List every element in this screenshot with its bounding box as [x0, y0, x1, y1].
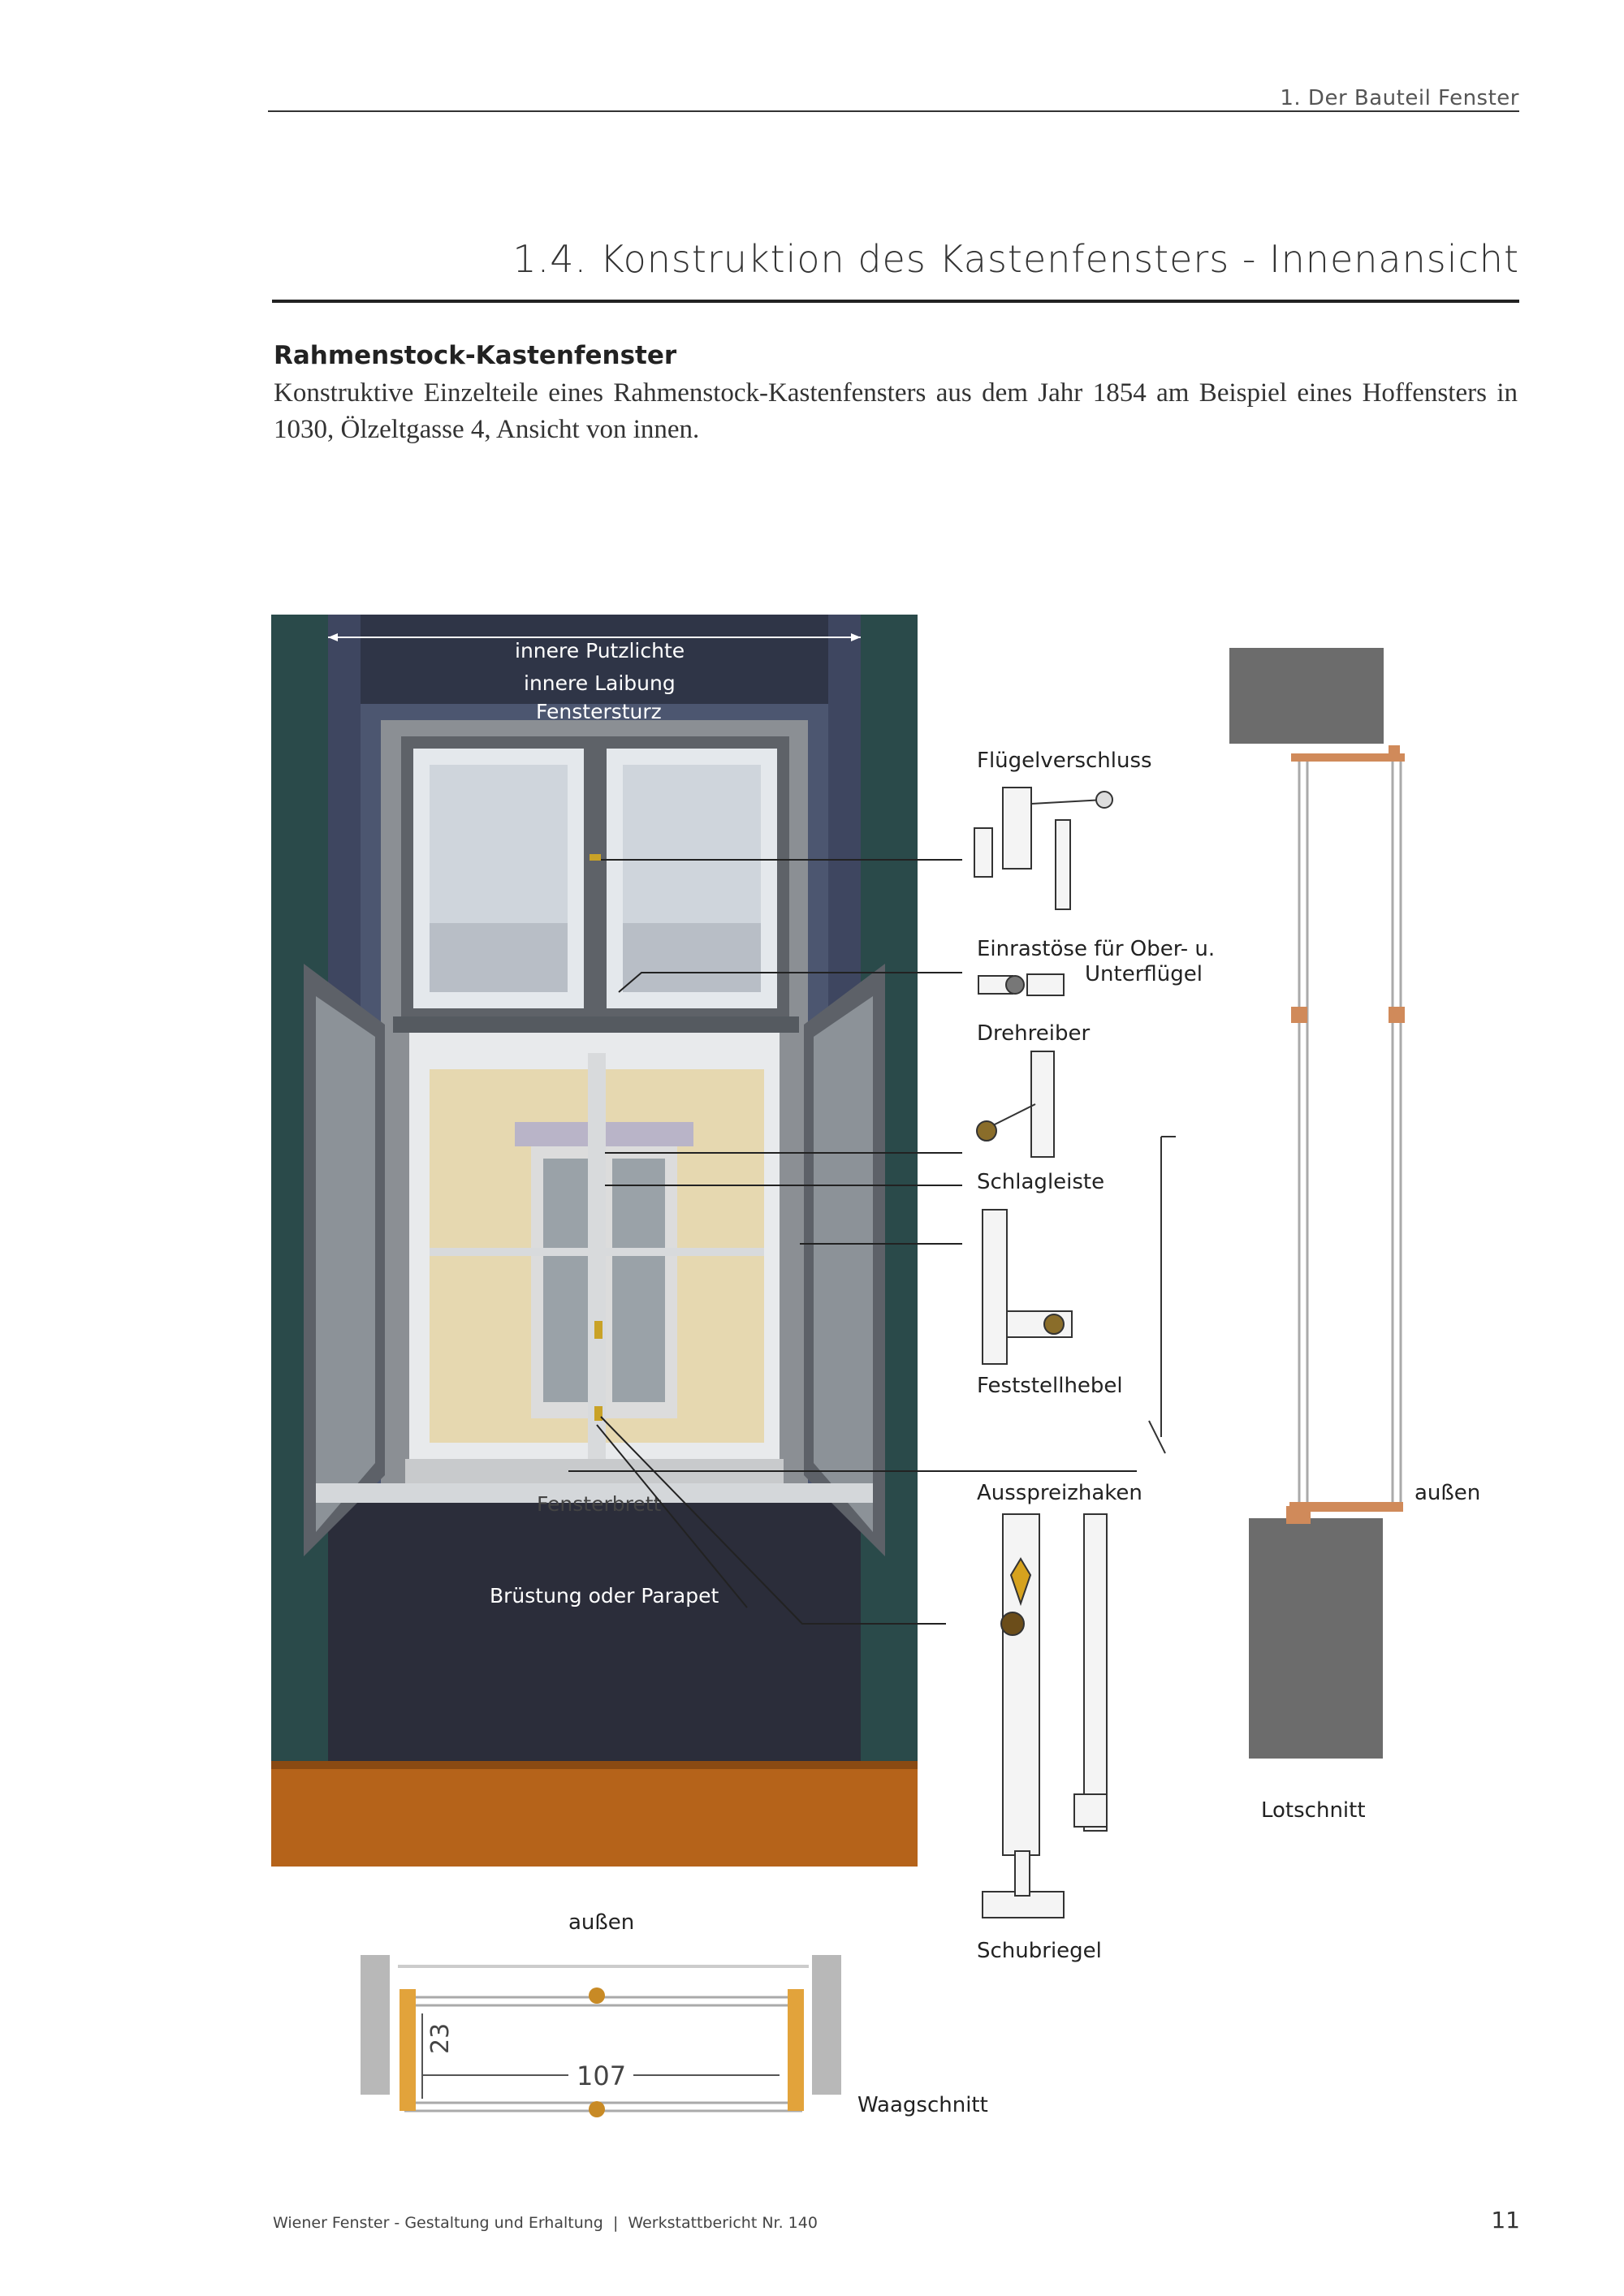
- label-aussen-right: außen: [1415, 1481, 1481, 1505]
- label-aussen-bottom: außen: [568, 1910, 635, 1935]
- page-number: 11: [1491, 2207, 1520, 2233]
- fluegelverschluss-plate: [974, 828, 992, 877]
- label-bruestung: Brüstung oder Parapet: [490, 1584, 719, 1608]
- lintel-block: [1229, 648, 1384, 744]
- label-lotschnitt: Lotschnitt: [1261, 1798, 1366, 1823]
- label-waagschnitt: Waagschnitt: [857, 2093, 988, 2117]
- dim-23: 23: [426, 2022, 455, 2054]
- label-innere-laibung: innere Laibung: [524, 671, 676, 695]
- hardware-drawings: [966, 771, 1194, 1932]
- waagschnitt-drawing: [357, 1949, 844, 2127]
- chapter-title: 1. Der Bauteil Fenster: [1280, 86, 1519, 110]
- section-title: 1.4. Konstruktion des Kastenfensters - Innenansicht: [512, 237, 1519, 281]
- label-feststellhebel: Feststellhebel: [977, 1374, 1123, 1398]
- label-innere-putzlichte: innere Putzlichte: [515, 639, 685, 662]
- footer-text: Wiener Fenster - Gestaltung und Erhaltung | Werkstattbericht Nr. 140: [273, 2214, 818, 2232]
- label-einrastoese-2: Unterflügel: [1085, 962, 1203, 986]
- dim-107: 107: [577, 2061, 627, 2091]
- lotschnitt-drawing: [1226, 641, 1405, 1778]
- label-drehreiber: Drehreiber: [977, 1021, 1091, 1046]
- label-ausspreizhaken: Ausspreizhaken: [977, 1481, 1142, 1505]
- subheading: Rahmenstock-Kastenfenster: [274, 341, 677, 370]
- label-fluegelverschluss: Flügelverschluss: [977, 749, 1152, 773]
- parapet-block: [1249, 1518, 1383, 1759]
- label-einrastoese-1: Einrastöse für Ober- u.: [977, 937, 1216, 961]
- label-schlagleiste: Schlagleiste: [977, 1170, 1105, 1194]
- label-schubriegel: Schubriegel: [977, 1939, 1102, 1963]
- intro-paragraph: Konstruktive Einzelteile eines Rahmenstock-Kastenfensters aus dem Jahr 1854 am Beispiel eines Hoffensters in 1030, Ölzeltgasse 4, Ansicht von innen.: [274, 378, 1518, 444]
- label-fensterbrett: Fensterbrett: [537, 1492, 662, 1516]
- label-fenstersturz: Fenstersturz: [536, 700, 662, 723]
